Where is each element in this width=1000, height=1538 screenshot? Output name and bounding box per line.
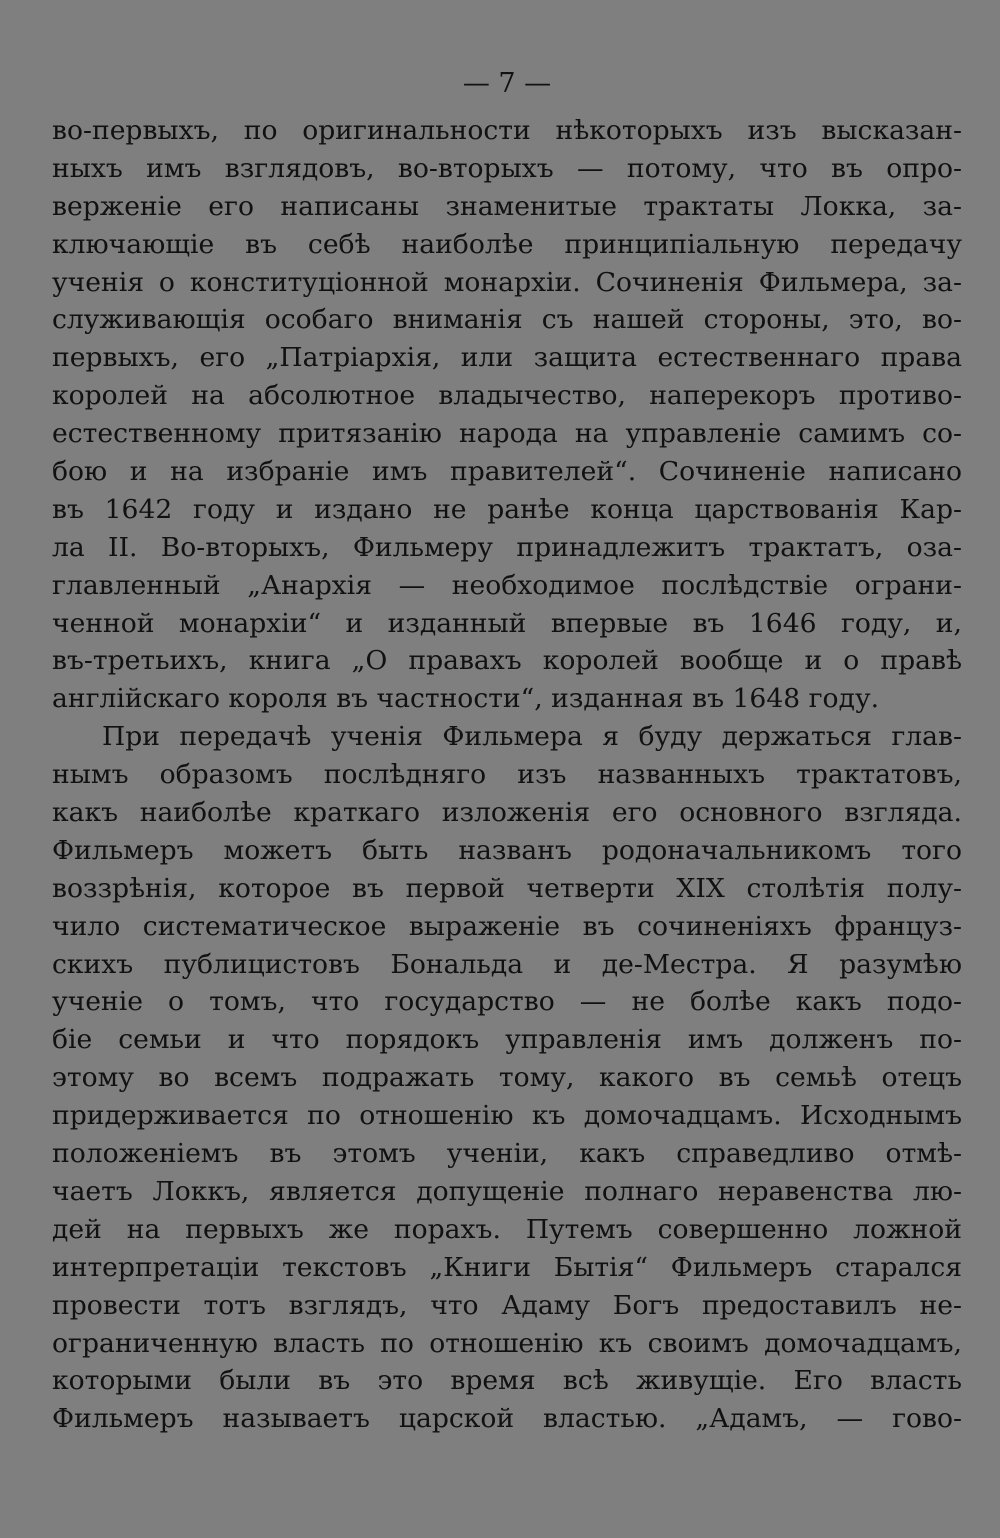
paragraph [52, 112, 962, 718]
text-line: этому во всемъ подражать тому, какого въ семьѣ отецъ [52, 1062, 962, 1094]
text-line: въ 1642 году и издано не ранѣе конца царствованія Кар- [52, 493, 962, 525]
text-line: положеніемъ въ этомъ ученіи, какъ справедливо отмѣ- [52, 1138, 962, 1170]
text-line: ныхъ имъ взглядовъ, во-вторыхъ — потому, что въ опро- [52, 152, 962, 184]
text-line: придерживается по отношенію къ домочадцамъ. Исходнымъ [52, 1100, 962, 1132]
text-line: ученіе о томъ, что государство — не болѣе какъ подо- [52, 986, 962, 1018]
text-line: во-первыхъ, по оригинальности нѣкоторыхъ изъ высказан- [52, 115, 962, 146]
body-text [52, 112, 962, 1438]
text-line: воззрѣнія, которое въ первой четверти XIX столѣтія полу- [52, 872, 962, 904]
page-number: — 7 — [462, 68, 552, 99]
text-line: Фильмеръ можетъ быть названъ родоначальникомъ того [52, 834, 962, 866]
text-line: скихъ публицистовъ Бональда и де-Местра. Я разумѣю [52, 948, 962, 980]
text-line: какъ наиболѣе краткаго изложенія его основного взгляда. [52, 797, 962, 829]
text-line: естественному притязанію народа на управленіе самимъ со- [52, 418, 962, 450]
text-line: чило систематическое выраженіе въ сочиненіяхъ француз- [52, 910, 962, 942]
text-line: главленный „Анархія — необходимое послѣдствіе ограни- [52, 569, 962, 601]
text-line: чаетъ Локкъ, является допущеніе полнаго неравенства лю- [52, 1175, 962, 1207]
text-line: провести тотъ взглядъ, что Адаму Богъ предоставилъ не- [52, 1289, 962, 1321]
text-line: При передачѣ ученія Фильмера я буду держаться глав- [102, 721, 962, 753]
text-line: ученія о конституціонной монархіи. Сочиненія Фильмера, за- [52, 266, 962, 298]
text-line: біе семьи и что порядокъ управленія имъ долженъ по- [52, 1024, 962, 1056]
text-line: верженіе его написаны знаменитые трактаты Локка, за- [52, 190, 962, 222]
text-line: служивающія особаго вниманія съ нашей стороны, это, во- [52, 304, 962, 336]
text-line: нымъ образомъ послѣдняго изъ названныхъ трактатовъ, [52, 759, 962, 791]
text-line: Фильмеръ называетъ царской властью. „Адамъ, — гово- [52, 1403, 962, 1435]
text-line: королей на абсолютное владычество, наперекоръ противо- [52, 380, 962, 412]
paragraph [52, 718, 962, 1438]
text-line: ключающіе въ себѣ наиболѣе принципіальную передачу [52, 228, 962, 260]
text-line: въ-третьихъ, книга „О правахъ королей вообще и о правѣ [52, 645, 962, 677]
text-line: первыхъ, его „Патріархія, или защита естественнаго права [52, 342, 962, 374]
text-line: которыми были въ это время всѣ живущіе. Его власть [52, 1365, 962, 1397]
text-line: ла II. Во-вторыхъ, Фильмеру принадлежитъ трактатъ, оза- [52, 531, 962, 563]
text-line: бою и на избраніе имъ правителей“. Сочиненіе написано [52, 456, 962, 488]
text-line: англійскаго короля въ частности“, изданная въ 1648 году. [52, 683, 880, 715]
text-line: ченной монархіи“ и изданный впервые въ 1646 году, и, [52, 607, 962, 639]
text-line: интерпретаціи текстовъ „Книги Бытія“ Фильмеръ старался [52, 1251, 962, 1283]
text-line: ограниченную власть по отношенію къ своимъ домочадцамъ, [52, 1327, 962, 1359]
text-line: дей на первыхъ же порахъ. Путемъ совершенно ложной [52, 1213, 962, 1245]
